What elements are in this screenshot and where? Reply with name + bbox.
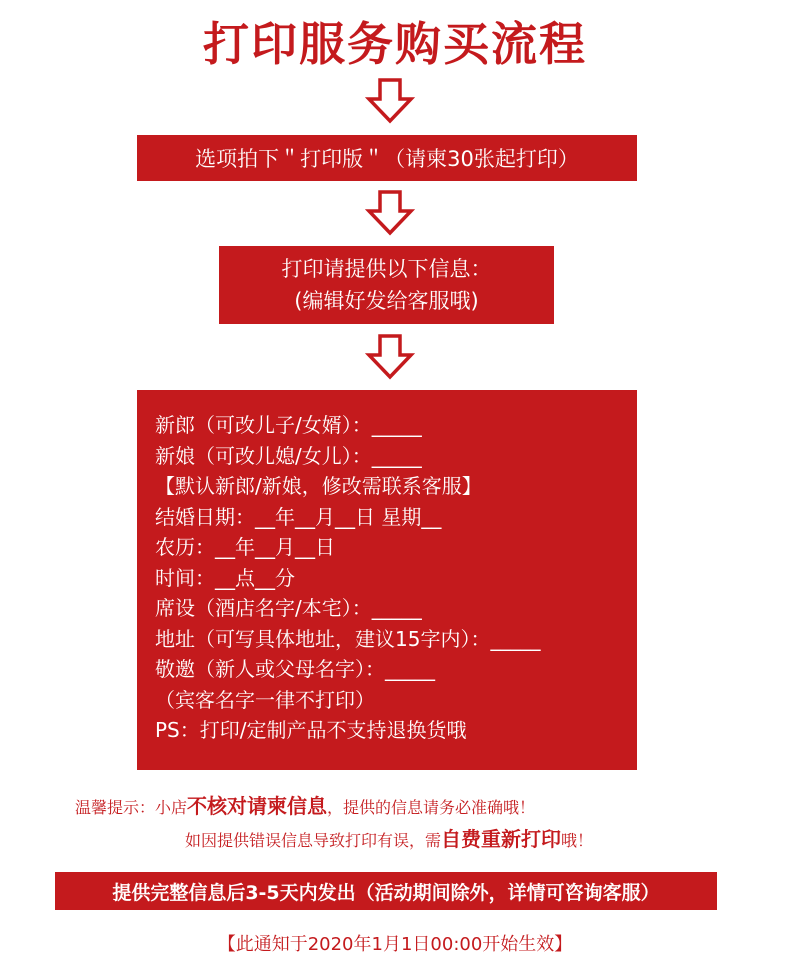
down-arrow-icon [365, 334, 415, 380]
shipping-banner [55, 872, 717, 910]
down-arrow-icon [365, 78, 415, 124]
step-provide-info [219, 246, 554, 324]
info-line-lunar-date: 农历：__年__月__日 [155, 535, 335, 559]
info-line-wedding-date: 结婚日期：__年__月__日 星期__ [155, 504, 442, 529]
info-line-groom: 新郎（可改儿子/女婿）：_____ [155, 413, 422, 437]
shipping-banner-text: 提供完整信息后3-5天内发出（活动期间除外，详情可咨询客服） [112, 881, 660, 904]
info-line-address: 地址（可写具体地址，建议15字内）：_____ [155, 626, 541, 651]
warm-tip-notice [75, 790, 535, 819]
warm-tip-suffix: ，提供的信息请务必准确哦！ [327, 798, 536, 817]
info-line-inviter: 敬邀（新人或父母名字）：_____ [155, 657, 435, 681]
info-line-guest-note: （宾客名字一律不打印） [155, 687, 375, 712]
error-reprint-suffix: 哦！ [561, 831, 594, 850]
info-line-ps: PS：打印/定制产品不支持退换货哦 [155, 718, 467, 742]
page-title: 打印服务购买流程 [203, 17, 587, 71]
effective-date-notice: 【此通知于2020年1月1日00:00开始生效】 [217, 934, 573, 955]
info-line-default-note: 【默认新郎/新娘，修改需联系客服】 [155, 474, 482, 498]
info-line-venue: 席设（酒店名字/本宅）：_____ [155, 596, 422, 620]
step-provide-info-line1: 打印请提供以下信息： [281, 257, 492, 281]
error-reprint-emphasis: 自费重新打印 [441, 827, 562, 851]
step-select-print-option-text: 选项拍下＂打印版＂（请柬30张起打印） [195, 147, 579, 171]
info-template-box [137, 390, 637, 770]
step-select-print-option [137, 135, 637, 181]
error-reprint-prefix: 如因提供错误信息导致打印有误，需 [185, 831, 442, 850]
error-reprint-notice [185, 823, 593, 852]
warm-tip-emphasis: 不核对请柬信息 [187, 794, 328, 818]
down-arrow-icon [365, 190, 415, 236]
step-provide-info-line2: (编辑好发给客服哦) [294, 289, 479, 313]
info-line-time: 时间：__点__分 [155, 565, 295, 590]
warm-tip-prefix: 温馨提示：小店 [75, 798, 188, 817]
info-line-bride: 新娘（可改儿媳/女儿）：_____ [155, 443, 422, 468]
